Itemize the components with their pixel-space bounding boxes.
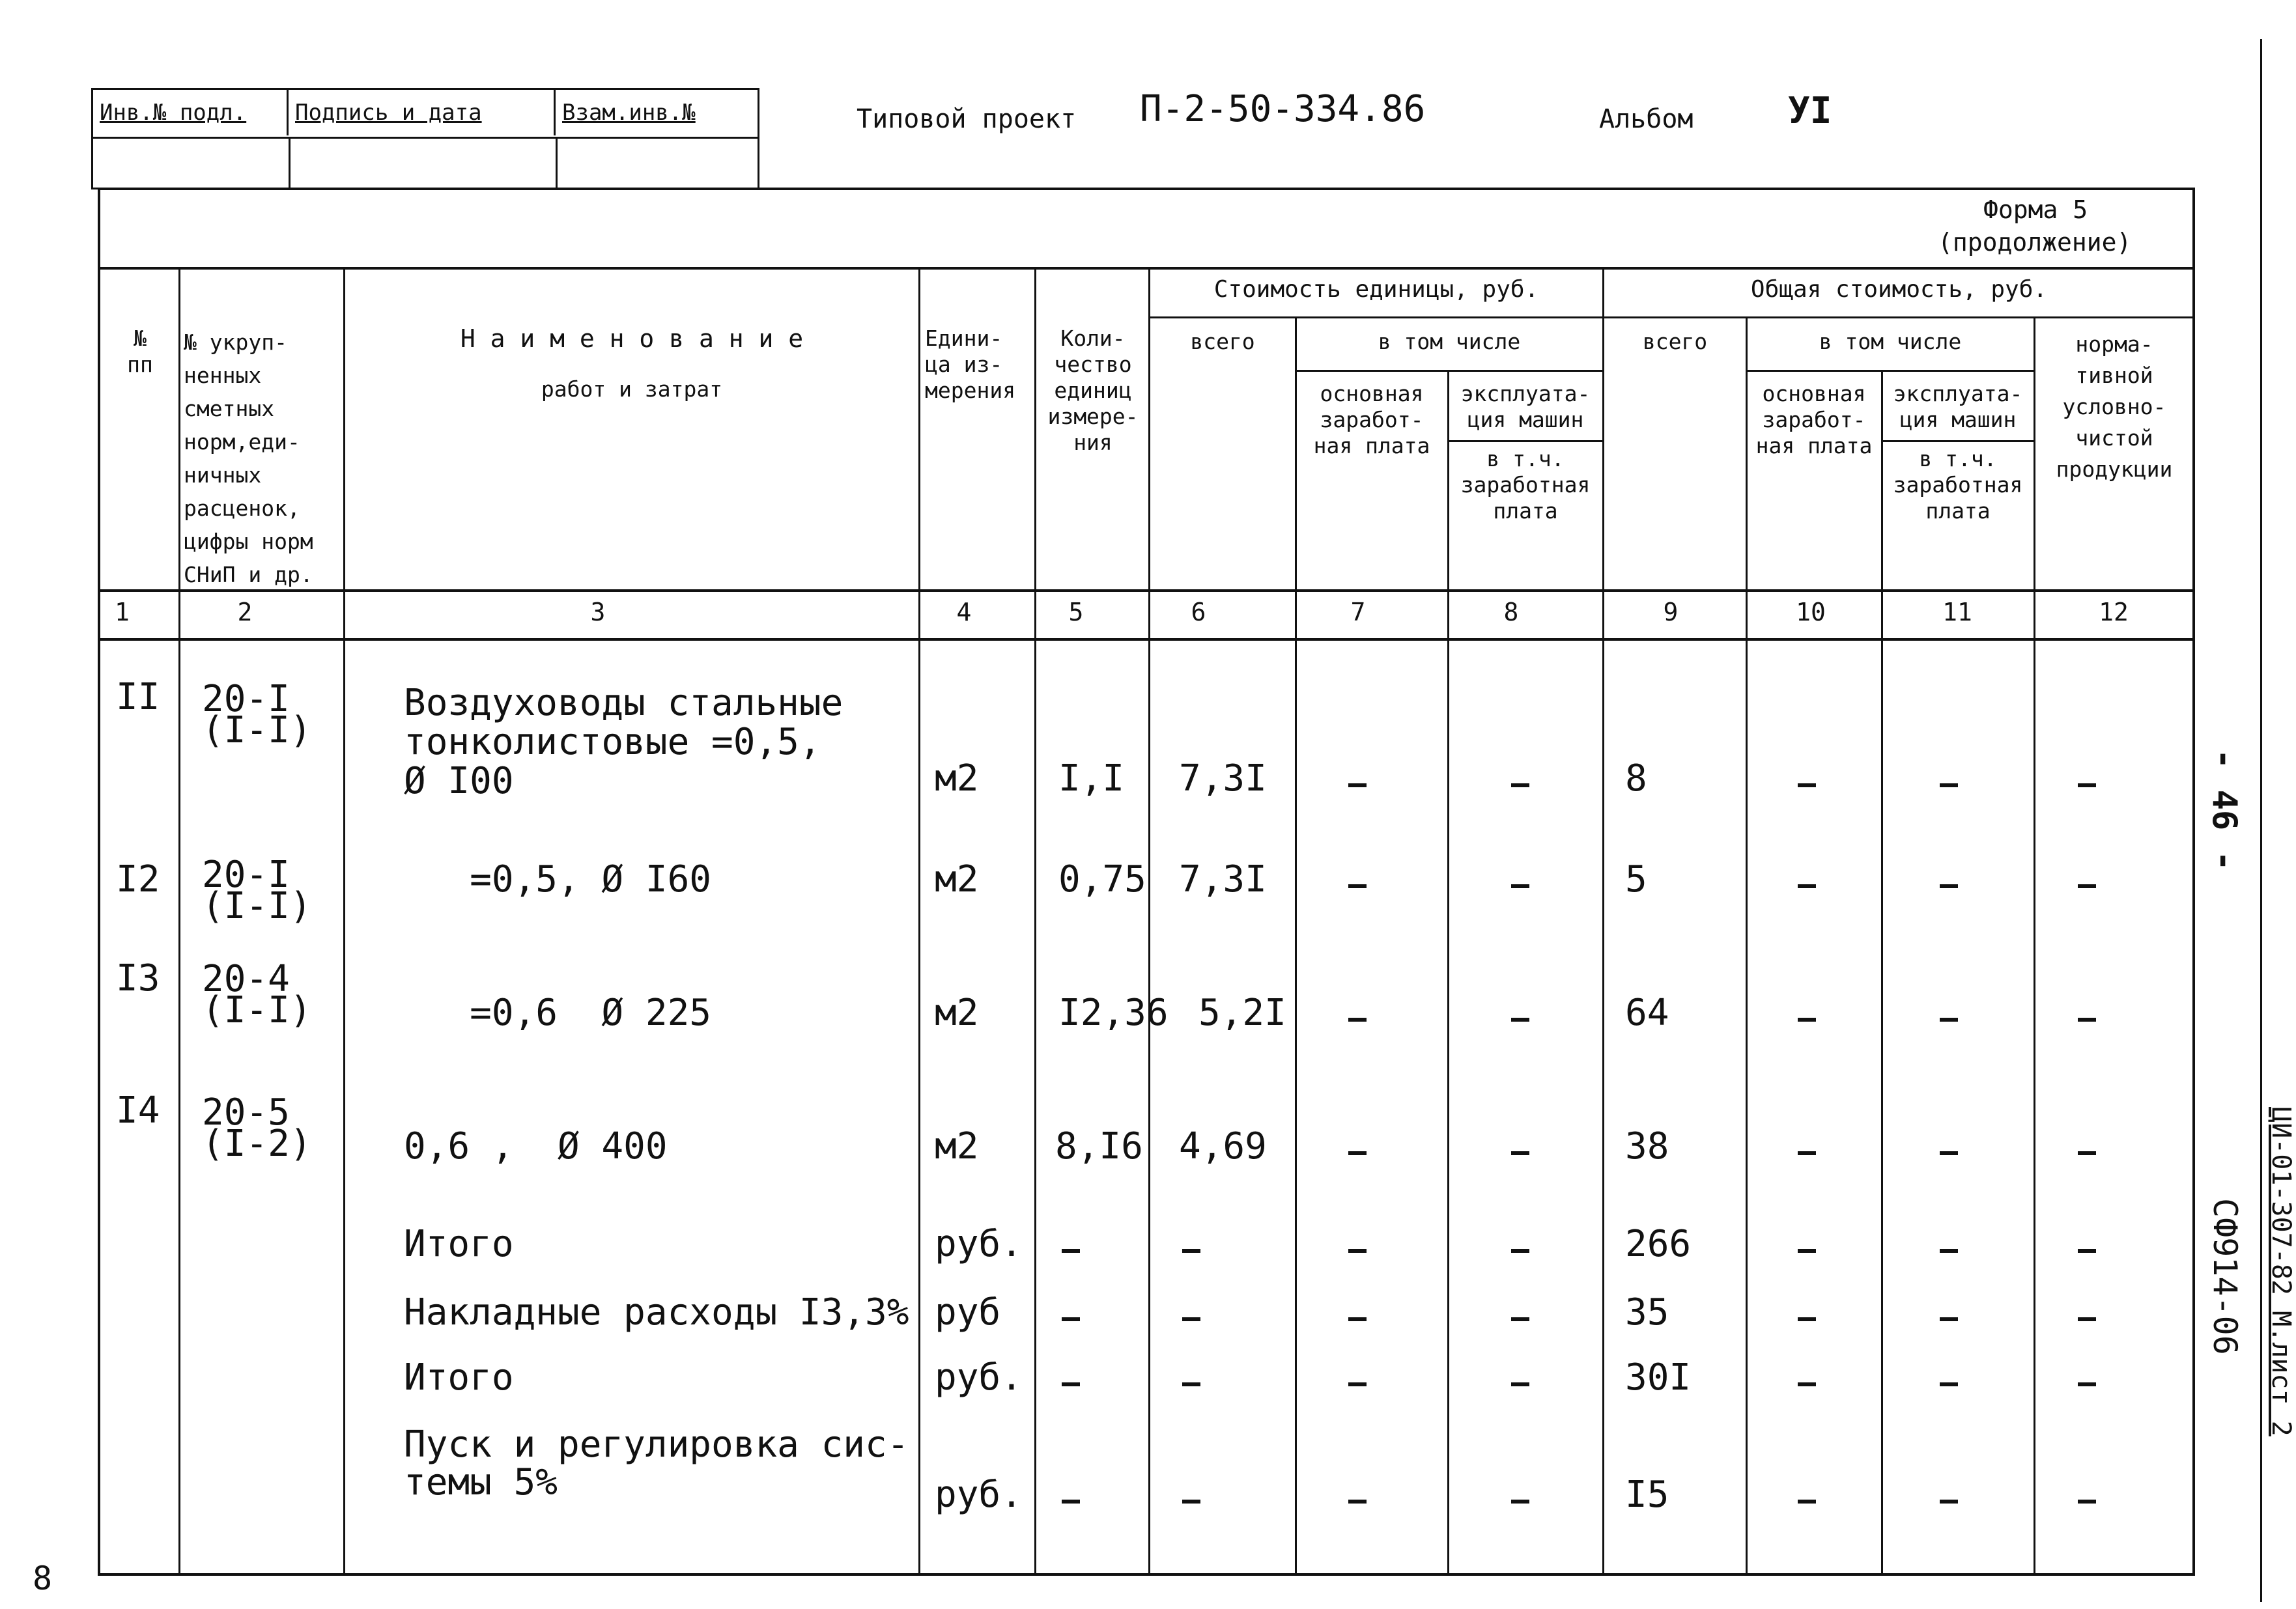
row-total: 5 <box>1625 858 1647 901</box>
total-row-name: Итого <box>404 1356 514 1399</box>
unit-vsego-header: всего <box>1190 329 1255 354</box>
colnum-1: 1 <box>115 598 130 626</box>
form-label: Форма 5 <box>1983 195 2088 224</box>
row-price: 5,2I <box>1198 992 1286 1034</box>
unit-ekspl-header: эксплуата- ция машин <box>1460 381 1591 432</box>
row-price: 7,3I <box>1179 858 1267 901</box>
row-price: 4,69 <box>1179 1125 1267 1168</box>
row-total: 64 <box>1625 992 1669 1034</box>
page-number: - 46 - <box>2205 749 2244 871</box>
colnum-10: 10 <box>1796 598 1826 626</box>
row-norm: 20-4 (I-I) <box>202 958 312 1031</box>
colnum-5: 5 <box>1068 598 1084 626</box>
colnum-2: 2 <box>237 598 253 626</box>
inventory-stamp <box>91 88 759 189</box>
col-name-sub: работ и затрат <box>541 376 723 402</box>
total-row-total: 266 <box>1625 1223 1692 1265</box>
row-unit: м2 <box>935 992 979 1034</box>
row-qty: I2,36 <box>1058 992 1169 1034</box>
total-row-name: Итого <box>404 1223 514 1265</box>
row-name: =0,5, Ø I60 <box>404 858 712 901</box>
colnum-6: 6 <box>1191 598 1206 626</box>
col-name-header: Н а и м е н о в а н и е <box>460 324 804 353</box>
row-qty: 8,I6 <box>1055 1125 1143 1168</box>
corner-number: 8 <box>33 1560 53 1597</box>
total-row-name: Накладные расходы I3,3% <box>404 1291 909 1334</box>
row-norm: 20-I (I-I) <box>202 678 312 751</box>
doc-code-sf: СФ914-06 <box>2206 1198 2244 1355</box>
col-unit-header: Едини- ца из- мерения <box>925 326 1016 403</box>
row-no: I2 <box>116 858 160 901</box>
row-name: =0,6 Ø 225 <box>404 992 712 1034</box>
total-cost-header: Общая стоимость, руб. <box>1750 276 2048 303</box>
row-name: Воздуховоды стальные тонколистовые =0,5, Ø I00 <box>404 682 843 802</box>
total-row-name: Пуск и регулировка сис- темы 5% <box>404 1423 909 1504</box>
colnum-3: 3 <box>590 598 606 626</box>
row-norm: 20-5 (I-2) <box>202 1091 312 1165</box>
stamp-vzam-inv: Взам.инв.№ <box>562 100 696 126</box>
unit-cost-header: Стоимость единицы, руб. <box>1213 276 1539 303</box>
row-no: I4 <box>116 1089 160 1132</box>
total-row-unit: руб. <box>935 1474 1023 1516</box>
colnum-4: 4 <box>956 598 972 626</box>
album-value: УI <box>1788 90 1832 132</box>
colnum-7: 7 <box>1350 598 1366 626</box>
colnum-11: 11 <box>1942 598 1972 626</box>
tipovoy-label: Типовой проект <box>857 104 1077 134</box>
row-qty: 0,75 <box>1058 858 1146 901</box>
row-unit: м2 <box>935 858 979 901</box>
total-row-total: 35 <box>1625 1291 1669 1334</box>
row-norm: 20-I (I-I) <box>202 854 312 927</box>
row-qty: I,I <box>1058 757 1125 800</box>
total-row-total: 30I <box>1625 1356 1692 1399</box>
project-code: П-2-50-334.86 <box>1140 88 1426 130</box>
album-label: Альбом <box>1599 104 1694 134</box>
total-vtch-header: в т.ч. заработная плата <box>1893 446 2023 524</box>
col-qty-header: Коли- чество единиц измере- ния <box>1047 326 1139 455</box>
colnum-9: 9 <box>1663 598 1679 626</box>
stamp-inv-podl: Инв.№ подл. <box>93 90 289 135</box>
row-total: 8 <box>1625 757 1647 800</box>
total-vtomchisle-header: в том числе <box>1819 329 1962 354</box>
col-norms-header: № укруп- ненных сметных норм,еди- ничных расценок, цифры норм СНиП и др. <box>184 329 313 587</box>
total-ekspl-header: эксплуата- ция машин <box>1893 381 2023 432</box>
doc-code-ci: ЦИ-01-307-82 М.лист 2 <box>2266 1107 2296 1436</box>
normativ-header: норма- тивной условно- чистой продукции <box>2056 331 2173 482</box>
total-vsego-header: всего <box>1642 329 1708 354</box>
stamp-podpis-data: Подпись и дата <box>289 90 556 135</box>
total-row-total: I5 <box>1625 1474 1669 1516</box>
total-row-unit: руб. <box>935 1223 1023 1265</box>
total-osn-zarplata-header: основная заработ- ная плата <box>1755 381 1873 458</box>
row-price: 7,3I <box>1179 757 1267 800</box>
row-name: 0,6 , Ø 400 <box>404 1125 668 1168</box>
col-no-header: № пп <box>127 326 153 377</box>
row-unit: м2 <box>935 757 979 800</box>
unit-vtch-header: в т.ч. заработная плата <box>1460 446 1591 524</box>
row-unit: м2 <box>935 1125 979 1168</box>
form-continuation: (продолжение) <box>1938 228 2132 257</box>
row-no: II <box>116 676 160 718</box>
total-row-unit: руб. <box>935 1356 1023 1399</box>
colnum-8: 8 <box>1503 598 1519 626</box>
unit-osn-zarplata-header: основная заработ- ная плата <box>1313 381 1430 458</box>
unit-vtomchisle-header: в том числе <box>1378 329 1521 354</box>
colnum-12: 12 <box>2099 598 2129 626</box>
row-total: 38 <box>1625 1125 1669 1168</box>
row-no: I3 <box>116 957 160 1000</box>
total-row-unit: руб <box>935 1291 1001 1334</box>
